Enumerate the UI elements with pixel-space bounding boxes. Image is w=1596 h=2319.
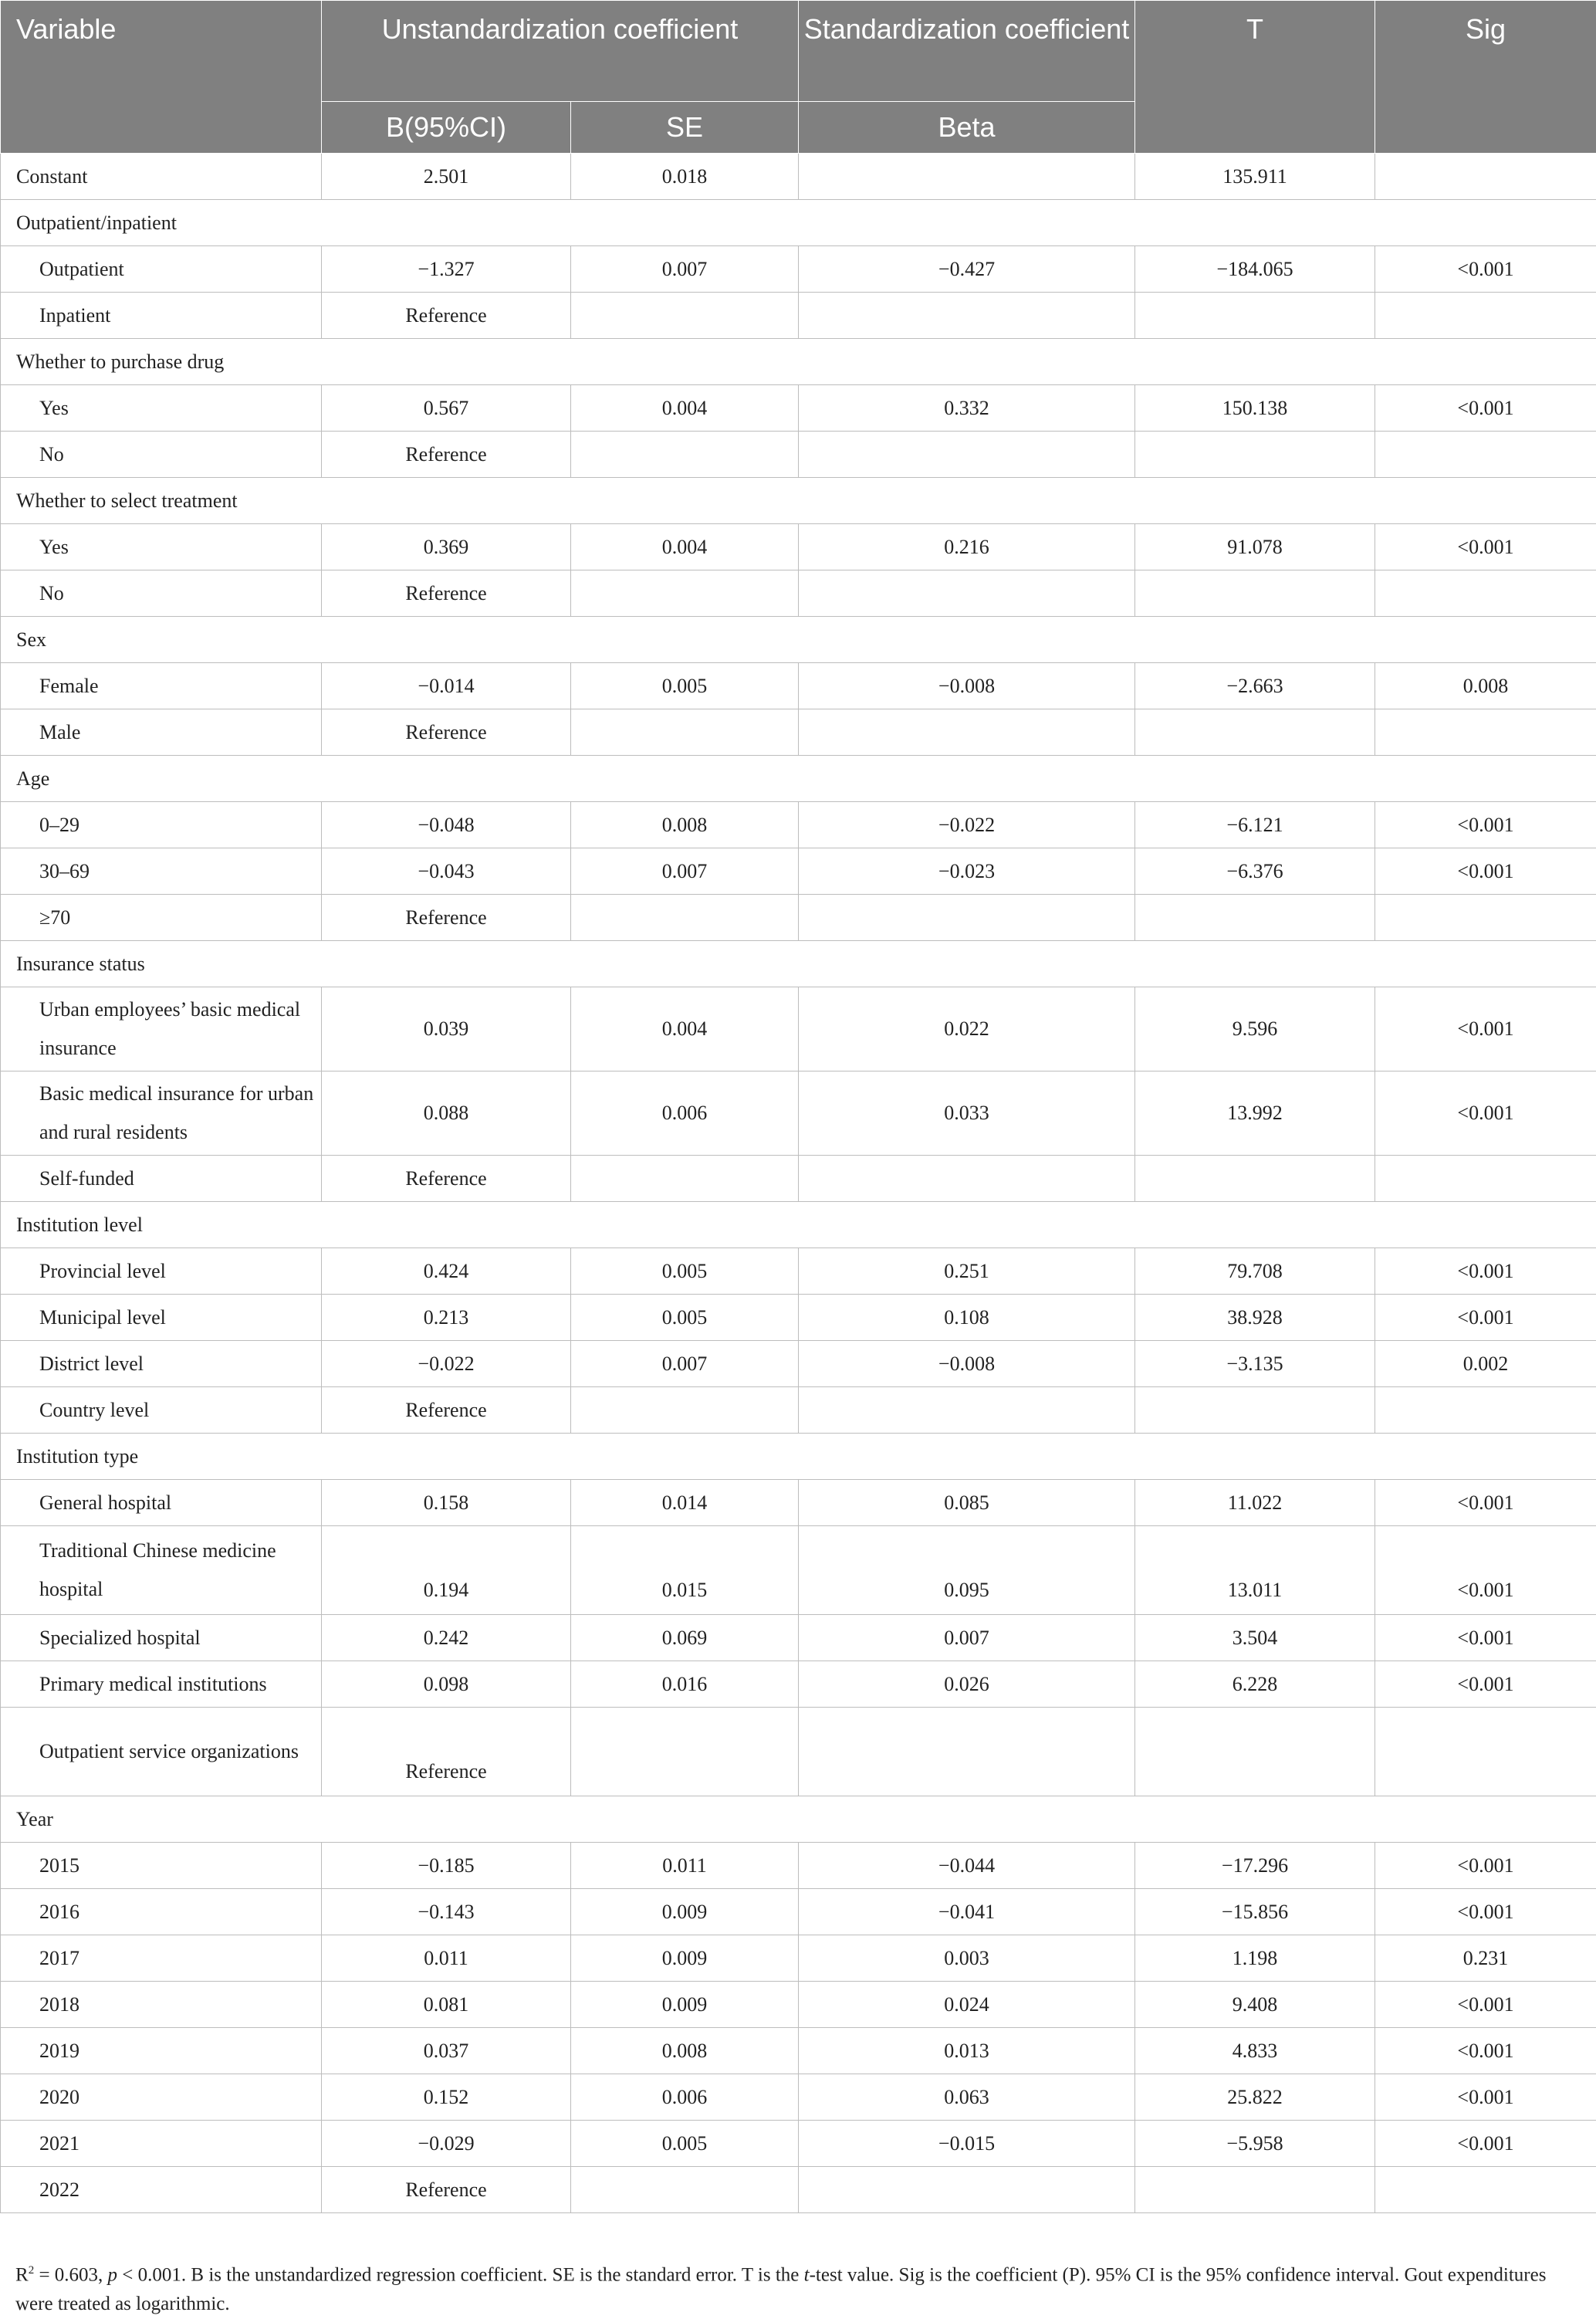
cell-sig: <0.001 [1375,2028,1596,2074]
cell-t: 13.011 [1135,1526,1375,1615]
cell-beta: 0.024 [799,1982,1135,2028]
cell-b: 2.501 [322,154,571,200]
row-label: Yes [1,524,322,570]
cell-b: 0.081 [322,1982,571,2028]
cell-b: Reference [322,570,571,617]
row-label: Yes [1,385,322,432]
cell-sig: <0.001 [1375,1615,1596,1661]
cell-se: 0.011 [571,1843,799,1889]
cell-b: 0.567 [322,385,571,432]
cell-t: 3.504 [1135,1615,1375,1661]
cell-beta [799,709,1135,756]
table-row [1,987,1596,1071]
cell-se [571,1156,799,1202]
row-label: Inpatient [1,293,322,339]
row-label: Urban employees’ basic medical insurance [1,987,322,1071]
cell-beta: −0.044 [799,1843,1135,1889]
cell-sig: <0.001 [1375,1295,1596,1341]
group-header-row [1,478,1596,524]
row-label: District level [1,1341,322,1387]
table-body [1,154,1596,2213]
cell-b: Reference [322,1708,571,1796]
cell-b: −0.143 [322,1889,571,1935]
cell-sig [1375,2167,1596,2213]
cell-se: 0.005 [571,663,799,709]
cell-t [1135,2167,1375,2213]
cell-se: 0.009 [571,1889,799,1935]
cell-beta: 0.251 [799,1248,1135,1295]
group-header-row [1,756,1596,802]
cell-se: 0.004 [571,987,799,1071]
cell-sig: <0.001 [1375,1843,1596,1889]
cell-b: 0.037 [322,2028,571,2074]
cell-t: −5.958 [1135,2121,1375,2167]
cell-se: 0.006 [571,1071,799,1156]
cell-sig [1375,432,1596,478]
table-row [1,2028,1596,2074]
group-header-row [1,941,1596,987]
cell-t: −3.135 [1135,1341,1375,1387]
cell-t [1135,1708,1375,1796]
group-label: Institution level [1,1202,1596,1248]
cell-beta: 0.026 [799,1661,1135,1708]
cell-beta [799,570,1135,617]
row-label: Self-funded [1,1156,322,1202]
cell-t: −184.065 [1135,246,1375,293]
row-label: No [1,570,322,617]
table-row [1,2121,1596,2167]
cell-se: 0.008 [571,802,799,848]
row-label: 2021 [1,2121,322,2167]
cell-t: 79.708 [1135,1248,1375,1295]
cell-beta [799,1708,1135,1796]
row-label: 2016 [1,1889,322,1935]
cell-beta: 0.013 [799,2028,1135,2074]
row-label: 2018 [1,1982,322,2028]
cell-se [571,432,799,478]
table-row [1,293,1596,339]
cell-t: 1.198 [1135,1935,1375,1982]
row-label: General hospital [1,1480,322,1526]
header-row-top [1,1,1596,102]
cell-t: 4.833 [1135,2028,1375,2074]
cell-sig: <0.001 [1375,1982,1596,2028]
cell-b: Reference [322,1156,571,1202]
cell-sig [1375,895,1596,941]
table-row [1,1156,1596,1202]
cell-t [1135,293,1375,339]
row-label: Traditional Chinese medicine hospital [1,1526,322,1615]
cell-se [571,1708,799,1796]
cell-b: 0.152 [322,2074,571,2121]
cell-se [571,570,799,617]
cell-sig: <0.001 [1375,987,1596,1071]
cell-beta [799,154,1135,200]
cell-se: 0.009 [571,1982,799,2028]
group-label: Insurance status [1,941,1596,987]
cell-se: 0.006 [571,2074,799,2121]
cell-sig [1375,1156,1596,1202]
row-label: 0–29 [1,802,322,848]
cell-beta: −0.427 [799,246,1135,293]
cell-t [1135,895,1375,941]
cell-t: 135.911 [1135,154,1375,200]
cell-t: 150.138 [1135,385,1375,432]
cell-b: 0.158 [322,1480,571,1526]
cell-sig: <0.001 [1375,1480,1596,1526]
header-se: SE [571,102,799,154]
cell-se: 0.004 [571,524,799,570]
footnote-rest: -test value. Sig is the coefficient (P). 95% CI is the 95% confidence interval. Gout expenditures were treated as logarithmic. [15,2264,1546,2314]
cell-t: −6.121 [1135,802,1375,848]
row-label: Male [1,709,322,756]
cell-b: 0.194 [322,1526,571,1615]
group-label: Whether to select treatment [1,478,1596,524]
header-unstandardization-coefficient: Unstandardization coefficient [322,1,799,102]
cell-t: −15.856 [1135,1889,1375,1935]
table-row [1,1387,1596,1434]
cell-b: Reference [322,293,571,339]
cell-b: 0.039 [322,987,571,1071]
cell-se: 0.018 [571,154,799,200]
table-row [1,432,1596,478]
table-row [1,1982,1596,2028]
cell-sig [1375,154,1596,200]
cell-beta: 0.108 [799,1295,1135,1341]
row-label: 2019 [1,2028,322,2074]
cell-b: 0.424 [322,1248,571,1295]
cell-b: −0.043 [322,848,571,895]
table-row [1,1843,1596,1889]
cell-sig: 0.231 [1375,1935,1596,1982]
cell-t [1135,432,1375,478]
footnote-t-label: t [804,2264,810,2285]
cell-sig: <0.001 [1375,1248,1596,1295]
cell-t [1135,570,1375,617]
cell-t [1135,709,1375,756]
cell-sig: 0.008 [1375,663,1596,709]
row-label: Female [1,663,322,709]
cell-se: 0.005 [571,1248,799,1295]
table-row [1,2167,1596,2213]
cell-se: 0.008 [571,2028,799,2074]
table-row [1,1341,1596,1387]
header-standardization-coefficient: Standardization coefficient [799,1,1135,102]
cell-t: 9.408 [1135,1982,1375,2028]
table-row [1,154,1596,200]
row-label: ≥70 [1,895,322,941]
cell-beta [799,2167,1135,2213]
cell-beta [799,1156,1135,1202]
cell-sig: <0.001 [1375,848,1596,895]
row-label: 2022 [1,2167,322,2213]
footnote-r2-label: R [15,2264,29,2285]
cell-t [1135,1156,1375,1202]
cell-sig: <0.001 [1375,385,1596,432]
cell-t: 25.822 [1135,2074,1375,2121]
cell-sig: <0.001 [1375,2121,1596,2167]
table-row [1,1071,1596,1156]
header-beta: Beta [799,102,1135,154]
cell-beta: −0.015 [799,2121,1135,2167]
table-row [1,1526,1596,1615]
row-label: Primary medical institutions [1,1661,322,1708]
table-row [1,1708,1596,1796]
group-label: Age [1,756,1596,802]
table-row [1,1248,1596,1295]
cell-beta: 0.216 [799,524,1135,570]
cell-se: 0.014 [571,1480,799,1526]
table-row [1,1935,1596,1982]
cell-beta: 0.085 [799,1480,1135,1526]
row-label: Provincial level [1,1248,322,1295]
cell-sig [1375,709,1596,756]
cell-beta: 0.003 [799,1935,1135,1982]
cell-sig: <0.001 [1375,2074,1596,2121]
table-row [1,848,1596,895]
cell-beta: 0.063 [799,2074,1135,2121]
cell-sig [1375,1708,1596,1796]
footnote-p-label: p [108,2264,118,2285]
footnote-r2-superscript: 2 [29,2264,35,2277]
cell-se: 0.007 [571,1341,799,1387]
row-label: Municipal level [1,1295,322,1341]
cell-se: 0.004 [571,385,799,432]
cell-se: 0.007 [571,246,799,293]
cell-sig: <0.001 [1375,246,1596,293]
cell-se: 0.015 [571,1526,799,1615]
row-label: No [1,432,322,478]
group-label: Year [1,1796,1596,1843]
cell-b: 0.242 [322,1615,571,1661]
cell-b: Reference [322,709,571,756]
cell-b: −0.029 [322,2121,571,2167]
cell-t: 91.078 [1135,524,1375,570]
cell-beta: −0.022 [799,802,1135,848]
cell-se: 0.009 [571,1935,799,1982]
group-label: Outpatient/inpatient [1,200,1596,246]
group-label: Whether to purchase drug [1,339,1596,385]
table-row [1,802,1596,848]
cell-t: 6.228 [1135,1661,1375,1708]
table-row [1,385,1596,432]
cell-b: 0.213 [322,1295,571,1341]
group-header-row [1,617,1596,663]
cell-beta [799,895,1135,941]
table-row [1,1661,1596,1708]
cell-beta: 0.095 [799,1526,1135,1615]
cell-b: Reference [322,2167,571,2213]
cell-beta: 0.007 [799,1615,1135,1661]
cell-beta: −0.023 [799,848,1135,895]
table-footnote [15,2256,1581,2319]
table-row [1,246,1596,293]
cell-b: Reference [322,1387,571,1434]
cell-se: 0.016 [571,1661,799,1708]
cell-sig: <0.001 [1375,524,1596,570]
cell-se: 0.007 [571,848,799,895]
row-label: 2015 [1,1843,322,1889]
cell-beta: −0.041 [799,1889,1135,1935]
cell-se [571,293,799,339]
footnote-p-value: < 0.001. B is the unstandardized regression coefficient. SE is the standard error. T is the [117,2264,804,2285]
table-row [1,709,1596,756]
group-header-row [1,339,1596,385]
cell-sig: 0.002 [1375,1341,1596,1387]
cell-sig: <0.001 [1375,1526,1596,1615]
table-row [1,663,1596,709]
header-variable: Variable [1,1,322,154]
cell-b: Reference [322,895,571,941]
cell-sig: <0.001 [1375,1071,1596,1156]
cell-se [571,895,799,941]
cell-se: 0.005 [571,1295,799,1341]
row-label: Country level [1,1387,322,1434]
cell-sig: <0.001 [1375,1661,1596,1708]
cell-sig: <0.001 [1375,1889,1596,1935]
cell-b: 0.369 [322,524,571,570]
cell-b: 0.088 [322,1071,571,1156]
header-t: T [1135,1,1375,154]
cell-t: 38.928 [1135,1295,1375,1341]
cell-t [1135,1387,1375,1434]
cell-b: −0.185 [322,1843,571,1889]
row-label: Constant [1,154,322,200]
cell-b: −0.022 [322,1341,571,1387]
table-row [1,570,1596,617]
table-row [1,524,1596,570]
group-header-row [1,1202,1596,1248]
cell-se [571,709,799,756]
row-label: 30–69 [1,848,322,895]
cell-t: 9.596 [1135,987,1375,1071]
group-label: Institution type [1,1434,1596,1480]
cell-beta [799,293,1135,339]
header-sig: Sig [1375,1,1596,154]
cell-b: 0.011 [322,1935,571,1982]
footnote-r2-value: = 0.603, [34,2264,107,2285]
cell-sig [1375,1387,1596,1434]
group-header-row [1,200,1596,246]
cell-t: 13.992 [1135,1071,1375,1156]
cell-b: −0.014 [322,663,571,709]
cell-se: 0.005 [571,2121,799,2167]
cell-se [571,2167,799,2213]
header-b-95ci: B(95%CI) [322,102,571,154]
cell-b: −1.327 [322,246,571,293]
cell-sig [1375,570,1596,617]
cell-beta: −0.008 [799,1341,1135,1387]
row-label: Basic medical insurance for urban and rural residents [1,1071,322,1156]
cell-se: 0.069 [571,1615,799,1661]
cell-beta: 0.022 [799,987,1135,1071]
cell-b: 0.098 [322,1661,571,1708]
cell-b: Reference [322,432,571,478]
cell-t: −17.296 [1135,1843,1375,1889]
table-row [1,895,1596,941]
cell-se [571,1387,799,1434]
cell-beta: −0.008 [799,663,1135,709]
row-label: Outpatient service organizations [1,1708,322,1796]
table-row [1,1295,1596,1341]
group-header-row [1,1434,1596,1480]
cell-beta: 0.033 [799,1071,1135,1156]
row-label: Outpatient [1,246,322,293]
cell-t: 11.022 [1135,1480,1375,1526]
cell-t: −2.663 [1135,663,1375,709]
group-label: Sex [1,617,1596,663]
row-label: 2017 [1,1935,322,1982]
cell-sig: <0.001 [1375,802,1596,848]
row-label: 2020 [1,2074,322,2121]
cell-beta [799,1387,1135,1434]
group-header-row [1,1796,1596,1843]
cell-beta [799,432,1135,478]
table-row [1,2074,1596,2121]
cell-beta: 0.332 [799,385,1135,432]
cell-sig [1375,293,1596,339]
cell-t: −6.376 [1135,848,1375,895]
cell-b: −0.048 [322,802,571,848]
row-label: Specialized hospital [1,1615,322,1661]
table-row [1,1480,1596,1526]
table-row [1,1889,1596,1935]
table-row [1,1615,1596,1661]
